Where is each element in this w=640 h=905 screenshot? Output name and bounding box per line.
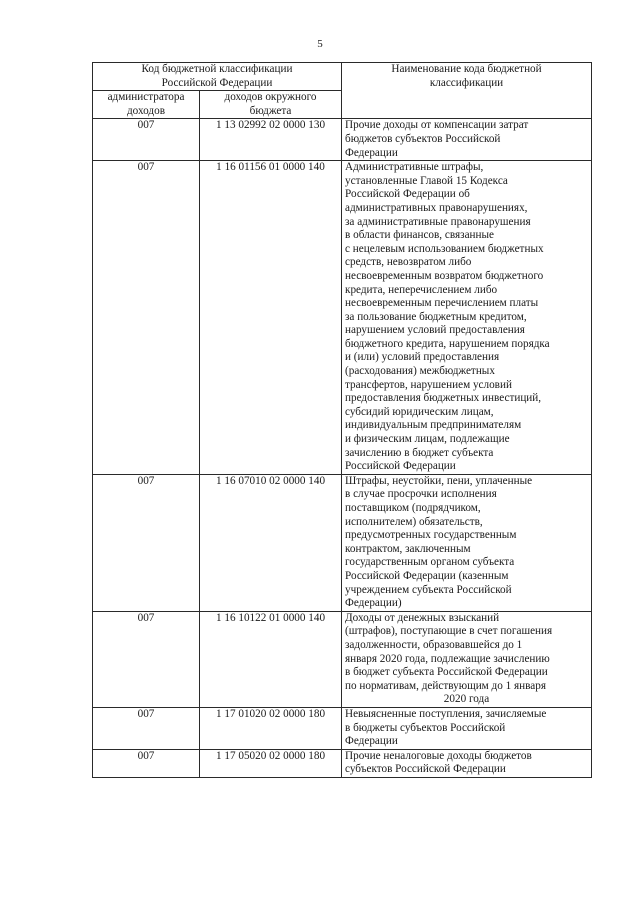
cell-revenue-code: 1 13 02992 02 0000 130: [200, 119, 342, 161]
cell-code-name-line: Федерации): [345, 597, 402, 610]
cell-code-name: [342, 474, 592, 611]
cell-code-name-line: учреждением субъекта Российской: [345, 583, 512, 596]
header-classification-code: [93, 63, 342, 91]
cell-code-name-line: установленные Главой 15 Кодекса: [345, 174, 508, 187]
cell-code-name-line: задолженности, образовавшейся до 1: [345, 638, 523, 651]
header-district-revenue-line: доходов окружного: [224, 91, 317, 104]
cell-administrator: 007: [93, 474, 200, 611]
cell-revenue-code: 1 16 01156 01 0000 140: [200, 161, 342, 475]
cell-code-name-line: за административные правонарушения: [345, 215, 531, 228]
cell-code-name-line: предусмотренных государственным: [345, 529, 517, 542]
cell-code-name-line: в бюджет субъекта Российской Федерации: [345, 666, 548, 679]
cell-code-name-line: исполнителем) обязательств,: [345, 515, 483, 528]
cell-administrator: 007: [93, 611, 200, 707]
table-row: [93, 707, 592, 749]
cell-code-name-line: бюджетов субъектов Российской: [345, 132, 501, 145]
cell-code-name-line: Российской Федерации об: [345, 188, 470, 201]
cell-administrator: 007: [93, 749, 200, 777]
cell-administrator: 007: [93, 119, 200, 161]
header-district-revenue-line: бюджета: [249, 104, 292, 117]
cell-code-name: [342, 749, 592, 777]
table-row: [93, 749, 592, 777]
cell-code-name-line: предоставления бюджетных инвестиций,: [345, 392, 542, 405]
cell-code-name-line: трансфертов, нарушением условий: [345, 378, 512, 391]
cell-code-name: [342, 119, 592, 161]
cell-code-name-line: 2020 года: [443, 693, 490, 706]
cell-code-name-line: несвоевременным возвратом бюджетного: [345, 269, 544, 282]
cell-code-name-line: Невыясненные поступления, зачисляемые: [345, 707, 547, 720]
cell-code-name-line: нарушением условий предоставления: [345, 324, 525, 337]
cell-code-name-line: поставщиком (подрядчиком,: [345, 502, 481, 514]
cell-code-name-line: субъектов Российской Федерации: [345, 763, 506, 776]
page-number: 5: [317, 38, 323, 50]
cell-revenue-code: 1 16 07010 02 0000 140: [200, 474, 342, 611]
cell-code-name-line: Федерации: [345, 146, 398, 159]
cell-code-name-line: административных правонарушениях,: [345, 201, 528, 214]
table-body: [93, 119, 592, 778]
cell-code-name-line: государственным органом субъекта: [345, 556, 515, 569]
cell-code-name-line: Прочие доходы от компенсации затрат: [345, 119, 529, 132]
cell-code-name-line: средств, невозвратом либо: [345, 256, 472, 269]
table-row: [93, 161, 592, 475]
cell-code-name-line: в бюджеты субъектов Российской: [345, 721, 506, 734]
header-administrator-line: администратора: [107, 91, 185, 104]
cell-revenue-code: 1 17 05020 02 0000 180: [200, 749, 342, 777]
cell-code-name-line: и (или) условий предоставления: [345, 351, 500, 364]
table-row: [93, 474, 592, 611]
cell-code-name-line: за пользование бюджетным кредитом,: [345, 310, 527, 323]
cell-code-name-line: Российской Федерации: [345, 460, 456, 473]
cell-code-name: [342, 161, 592, 475]
cell-code-name-line: зачислению в бюджет субъекта: [345, 446, 494, 459]
table-header: [93, 63, 592, 119]
cell-code-name-line: индивидуальным предпринимателям: [345, 419, 522, 432]
cell-code-name-line: Административные штрафы,: [345, 161, 484, 174]
cell-code-name-line: Прочие неналоговые доходы бюджетов: [345, 749, 532, 762]
cell-code-name-line: января 2020 года, подлежащие зачислению: [345, 652, 550, 665]
cell-code-name-line: Федерации: [345, 735, 398, 748]
table-row: [93, 119, 592, 161]
header-code-name-line: классификации: [429, 76, 504, 89]
cell-code-name-line: с нецелевым использованием бюджетных: [345, 242, 544, 255]
header-administrator-line: доходов: [126, 104, 165, 117]
budget-classification-table: [92, 62, 592, 778]
cell-code-name: [342, 611, 592, 707]
cell-code-name-line: несвоевременным перечислением платы: [345, 297, 539, 310]
cell-code-name-line: (штрафов), поступающие в счет погашения: [345, 625, 553, 638]
cell-code-name-line: кредита, неперечислением либо: [345, 283, 498, 296]
cell-code-name-line: Доходы от денежных взысканий: [345, 611, 500, 624]
cell-code-name-line: по нормативам, действующим до 1 января: [345, 679, 547, 692]
header-code-name: [342, 63, 592, 119]
header-code-name-line: Наименование кода бюджетной: [391, 63, 542, 75]
cell-administrator: 007: [93, 707, 200, 749]
cell-revenue-code: 1 16 10122 01 0000 140: [200, 611, 342, 707]
header-district-revenue: [200, 91, 342, 119]
cell-code-name-line: субсидий юридическим лицам,: [345, 405, 494, 418]
header-administrator: [93, 91, 200, 119]
header-classification-code-line: Код бюджетной классификации: [141, 63, 293, 75]
cell-code-name-line: (расходования) межбюджетных: [345, 365, 495, 378]
cell-revenue-code: 1 17 01020 02 0000 180: [200, 707, 342, 749]
cell-code-name-line: в области финансов, связанные: [345, 229, 494, 242]
table-row: [93, 611, 592, 707]
cell-code-name-line: бюджетного кредита, нарушением порядка: [345, 337, 550, 350]
cell-code-name-line: Штрафы, неустойки, пени, уплаченные: [345, 474, 533, 487]
cell-administrator: 007: [93, 161, 200, 475]
cell-code-name-line: контрактом, заключенным: [345, 542, 471, 555]
cell-code-name: [342, 707, 592, 749]
cell-code-name-line: и физическим лицам, подлежащие: [345, 433, 510, 446]
cell-code-name-line: в случае просрочки исполнения: [345, 488, 497, 501]
header-classification-code-line: Российской Федерации: [161, 76, 273, 89]
cell-code-name-line: Российской Федерации (казенным: [345, 569, 509, 582]
